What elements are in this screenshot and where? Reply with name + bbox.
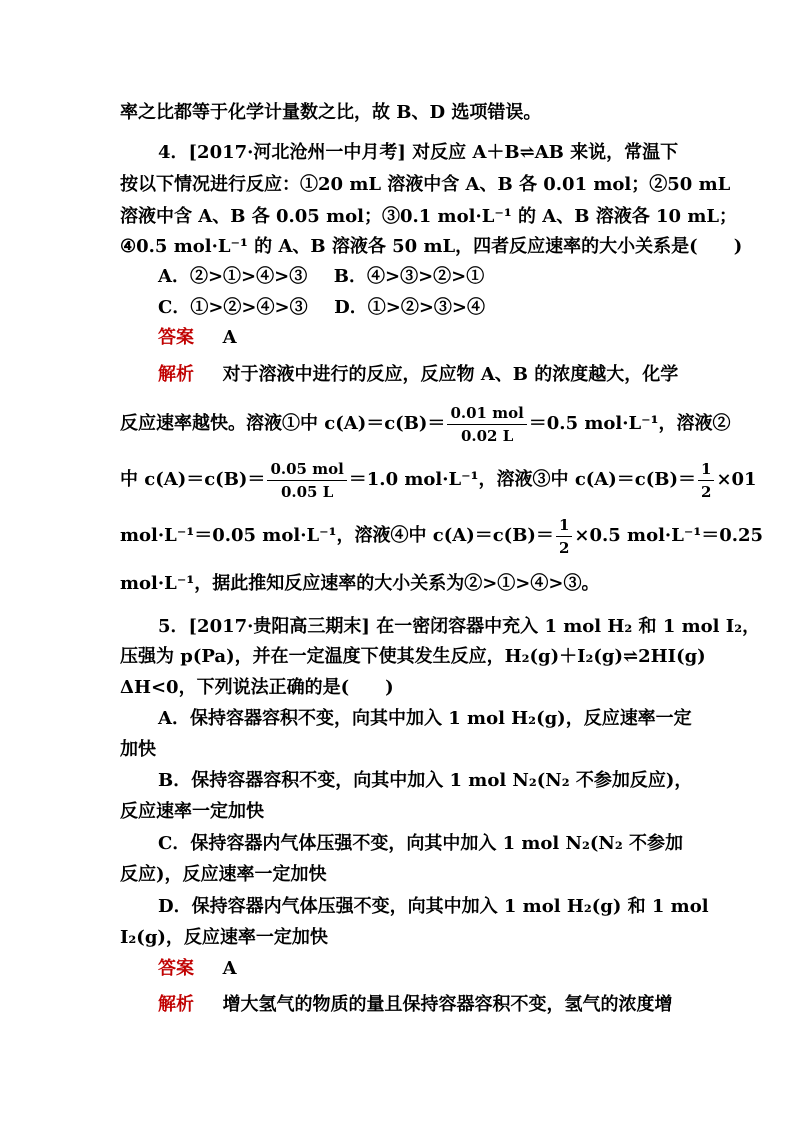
q5-option-c-line-2: 反应)，反应速率一定加快: [120, 864, 327, 885]
q5-option-a-line-2: 加快: [120, 739, 156, 760]
q4-fraction-1-den: 0.02 L: [460, 426, 514, 445]
q4-answer-label: 答案: [158, 327, 194, 348]
q4-option-c: C．①>②>④>③: [158, 297, 308, 318]
q4-analysis-3-pre: 中 c(A)＝c(B)＝: [120, 469, 266, 490]
q4-stem-line-2: 按以下情况进行反应：①20 mL 溶液中含 A、B 各 0.01 mol；②50 mL: [120, 174, 731, 195]
q4-analysis-text-1: 对于溶液中进行的反应，反应物 A、B 的浓度越大，化学: [222, 364, 679, 385]
q4-answer-value: A: [222, 327, 237, 348]
q4-analysis-2-post: ＝0.5 mol·L⁻¹，溶液②: [528, 413, 731, 434]
q4-fraction-4: [556, 515, 572, 558]
q4-analysis-4-post: ×0.5 mol·L⁻¹＝0.25: [574, 525, 764, 546]
q4-options-row-2: [158, 296, 680, 320]
q5-option-b-line-1: B．保持容器容积不变，向其中加入 1 mol N₂(N₂ 不参加反应)，: [158, 770, 693, 791]
q5-option-c-line-1: C．保持容器内气体压强不变，向其中加入 1 mol N₂(N₂ 不参加: [158, 833, 683, 854]
intro-line-1: 率之比都等于化学计量数之比，故 B、D 选项错误。: [120, 102, 542, 123]
q4-options-row-1: [158, 265, 680, 289]
q4-analysis-3-mid: ＝1.0 mol·L⁻¹，溶液③中 c(A)＝c(B)＝: [348, 469, 696, 490]
q4-option-b: B．④>③>②>①: [333, 266, 485, 287]
q4-fraction-4-num: 1: [556, 515, 572, 537]
q5-analysis-label: 解析: [158, 994, 194, 1015]
q5-answer-label: 答案: [158, 958, 194, 979]
q4-fraction-1-num: 0.01 mol: [447, 403, 526, 425]
q5-stem-line-2: 压强为 p(Pa)，并在一定温度下使其发生反应，H₂(g)＋I₂(g)⇌2HI(g): [120, 646, 706, 667]
q5-answer: [158, 957, 680, 981]
q4-analysis-line-3: [120, 458, 757, 502]
q4-fraction-3: [698, 459, 714, 502]
q4-analysis-4-pre: mol·L⁻¹＝0.05 mol·L⁻¹，溶液④中 c(A)＝c(B)＝: [120, 525, 554, 546]
q4-stem-line-3: 溶液中含 A、B 各 0.05 mol；③0.1 mol·L⁻¹ 的 A、B 溶液各 10 mL；: [120, 206, 738, 227]
q4-analysis-label: 解析: [158, 364, 194, 385]
q5-answer-value: A: [222, 958, 237, 979]
q4-fraction-1: [447, 403, 526, 446]
q4-option-d: D．①>②>③>④: [334, 297, 485, 318]
q4-fraction-4-den: 2: [558, 538, 570, 557]
q5-option-d-line-1: D．保持容器内气体压强不变，向其中加入 1 mol H₂(g) 和 1 mol: [158, 896, 709, 917]
q4-option-a: A．②>①>④>③: [158, 266, 308, 287]
q5-option-a-line-1: A．保持容器容积不变，向其中加入 1 mol H₂(g)，反应速率一定: [158, 708, 692, 729]
q5-option-d-line-2: I₂(g)，反应速率一定加快: [120, 927, 328, 948]
q4-stem-line-1: 4．[2017·河北沧州一中月考] 对反应 A＋B⇌AB 来说，常温下: [158, 142, 679, 163]
q5-option-b-line-2: 反应速率一定加快: [120, 801, 264, 822]
q5-stem-line-1: 5．[2017·贵阳高三期末] 在一密闭容器中充入 1 mol H₂ 和 1 mol I₂，: [158, 616, 761, 637]
q4-analysis-3-post: ×01: [716, 469, 757, 490]
q4-fraction-3-num: 1: [698, 459, 714, 481]
q4-fraction-2: [267, 459, 346, 502]
q4-fraction-2-den: 0.05 L: [280, 482, 334, 501]
q4-analysis-line-1: [158, 363, 680, 387]
q4-answer: [158, 326, 680, 350]
q4-analysis-2-pre: 反应速率越快。溶液①中 c(A)＝c(B)＝: [120, 413, 446, 434]
q4-fraction-3-den: 2: [701, 482, 712, 501]
q4-analysis-line-2: [120, 402, 731, 446]
q4-analysis-line-5: mol·L⁻¹，据此推知反应速率的大小关系为②>①>④>③。: [120, 573, 600, 594]
q4-analysis-line-4: [120, 514, 764, 558]
q5-analysis-text-1: 增大氢气的物质的量且保持容器容积不变，氢气的浓度增: [222, 994, 673, 1015]
q5-analysis-line-1: [158, 993, 680, 1017]
q5-stem-line-3: ΔH<0，下列说法正确的是( ): [120, 677, 394, 698]
q4-stem-line-4: ④0.5 mol·L⁻¹ 的 A、B 溶液各 50 mL，四者反应速率的大小关系是( ): [120, 236, 743, 257]
q4-fraction-2-num: 0.05 mol: [267, 459, 346, 481]
